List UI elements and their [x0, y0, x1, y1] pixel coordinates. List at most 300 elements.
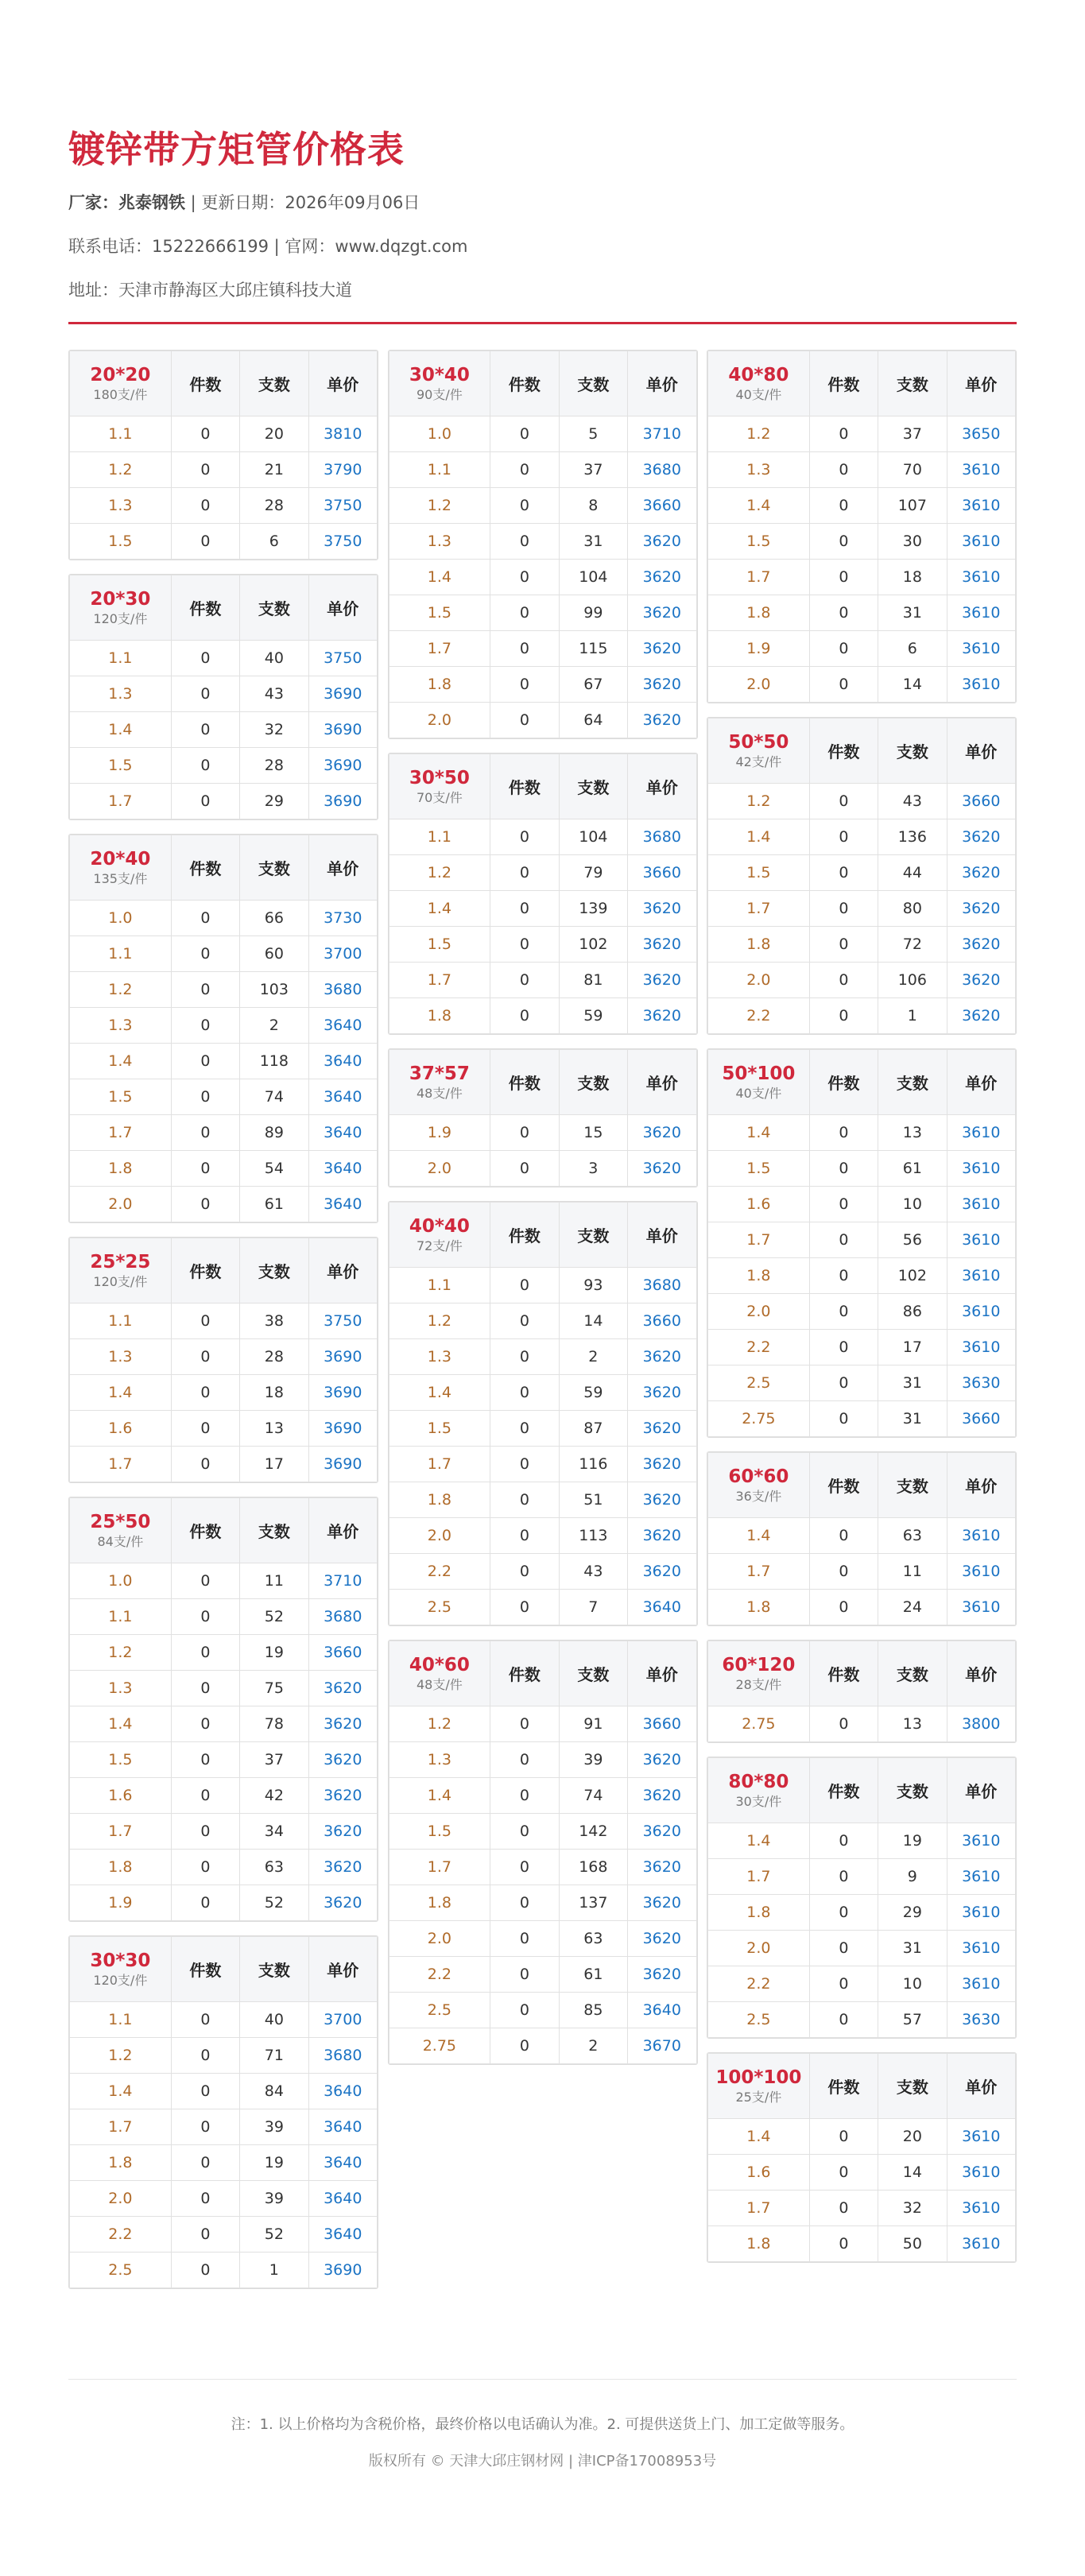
pieces-cell: 0 [490, 1375, 559, 1411]
spec-name: 30*50 [409, 767, 470, 788]
price-cell: 3610 [947, 1895, 1015, 1931]
thickness-cell: 1.5 [389, 927, 490, 963]
thickness-cell: 1.4 [708, 488, 810, 524]
spec-per-bundle: 180支/件 [93, 386, 148, 402]
table-row [70, 524, 378, 560]
count-cell: 20 [240, 416, 308, 452]
pieces-header: 件数 [171, 1937, 239, 2002]
thickness-cell: 1.4 [70, 2074, 172, 2109]
spec-header [70, 1498, 172, 1563]
price-cell: 3620 [308, 1706, 377, 1742]
price-cell: 3620 [628, 560, 696, 595]
price-table [707, 1049, 1016, 1437]
price-table [69, 1936, 378, 2288]
pieces-cell: 0 [490, 452, 559, 488]
price-cell: 3610 [947, 1115, 1015, 1151]
thickness-cell: 2.0 [389, 1921, 490, 1957]
thickness-cell: 1.5 [70, 1079, 172, 1115]
thickness-cell: 1.1 [70, 936, 172, 972]
table-row [389, 524, 696, 560]
pieces-cell: 0 [171, 2074, 239, 2109]
count-cell: 54 [240, 1151, 308, 1187]
count-cell: 5 [559, 416, 627, 452]
count-header: 支数 [878, 1641, 947, 1706]
table-row [70, 1375, 378, 1411]
price-cell: 3610 [947, 595, 1015, 631]
table-row [389, 452, 696, 488]
table-row [70, 2038, 378, 2074]
price-cell: 3700 [308, 2002, 377, 2038]
count-cell: 71 [240, 2038, 308, 2074]
price-cell: 3710 [308, 1563, 377, 1599]
spec-header [708, 1050, 810, 1115]
thickness-cell: 1.8 [708, 595, 810, 631]
table-row [708, 1365, 1016, 1401]
count-cell: 93 [559, 1268, 627, 1303]
price-cell: 3640 [308, 2181, 377, 2217]
count-cell: 102 [878, 1258, 947, 1294]
pieces-cell: 0 [171, 1706, 239, 1742]
pieces-cell: 0 [809, 927, 878, 963]
pieces-cell: 0 [171, 641, 239, 676]
count-cell: 52 [240, 1599, 308, 1635]
thickness-cell: 1.4 [70, 1044, 172, 1079]
table-row [70, 1778, 378, 1814]
count-cell: 43 [559, 1554, 627, 1590]
thickness-cell: 1.8 [70, 1151, 172, 1187]
thickness-cell: 1.7 [389, 631, 490, 667]
count-header: 支数 [240, 835, 308, 901]
spec-name: 50*100 [722, 1063, 796, 1084]
count-cell: 14 [878, 2155, 947, 2191]
thickness-cell: 1.6 [70, 1411, 172, 1447]
spec-per-bundle: 72支/件 [416, 1238, 463, 1253]
table-row [70, 416, 378, 452]
table-row [708, 1859, 1016, 1895]
pieces-cell: 0 [171, 901, 239, 936]
price-table [69, 1497, 378, 1921]
pieces-cell: 0 [809, 452, 878, 488]
table-row [708, 1401, 1016, 1437]
price-table [707, 2053, 1016, 2262]
pieces-cell: 0 [490, 927, 559, 963]
price-cell: 3610 [947, 560, 1015, 595]
table-row [389, 927, 696, 963]
thickness-cell: 2.5 [708, 2002, 810, 2038]
pieces-cell: 0 [490, 1850, 559, 1885]
price-cell: 3610 [947, 1518, 1015, 1554]
pieces-cell: 0 [171, 936, 239, 972]
pieces-cell: 0 [809, 560, 878, 595]
table-row [389, 1850, 696, 1885]
table-row [389, 488, 696, 524]
count-cell: 66 [240, 901, 308, 936]
pieces-cell: 0 [809, 855, 878, 891]
thickness-cell: 1.8 [70, 2145, 172, 2181]
count-cell: 78 [240, 1706, 308, 1742]
thickness-cell: 1.6 [70, 1778, 172, 1814]
count-cell: 32 [240, 712, 308, 748]
count-cell: 38 [240, 1303, 308, 1339]
count-cell: 84 [240, 2074, 308, 2109]
pieces-cell: 0 [171, 1187, 239, 1222]
table-row [708, 891, 1016, 927]
pieces-header: 件数 [490, 1203, 559, 1268]
count-header: 支数 [559, 754, 627, 819]
spec-name: 37*57 [409, 1063, 470, 1084]
thickness-cell: 1.8 [708, 1895, 810, 1931]
table-row [708, 1222, 1016, 1258]
pieces-cell: 0 [171, 1742, 239, 1778]
price-cell: 3620 [628, 1151, 696, 1187]
spec-name: 30*30 [90, 1950, 151, 1971]
spec-header [70, 1238, 172, 1303]
table-row [389, 1742, 696, 1778]
thickness-cell: 2.5 [708, 1365, 810, 1401]
count-cell: 20 [878, 2119, 947, 2155]
count-cell: 31 [878, 1365, 947, 1401]
thickness-cell: 1.5 [389, 595, 490, 631]
table-row [389, 1375, 696, 1411]
price-cell: 3640 [308, 1115, 377, 1151]
pieces-cell: 0 [490, 1447, 559, 1482]
spec-name: 60*120 [722, 1654, 796, 1675]
spec-name: 40*60 [409, 1654, 470, 1675]
price-cell: 3620 [628, 1850, 696, 1885]
table-row [70, 2074, 378, 2109]
pieces-cell: 0 [490, 560, 559, 595]
page-title: 镀锌带方矩管价格表 [68, 128, 405, 171]
table-row [70, 1447, 378, 1482]
spec-per-bundle: 30支/件 [735, 1793, 782, 1809]
table-header-row [389, 1050, 696, 1115]
price-column-2 [388, 350, 698, 2078]
pieces-header: 件数 [171, 1498, 239, 1563]
pieces-cell: 0 [490, 1590, 559, 1625]
table-row [708, 963, 1016, 998]
table-row [708, 1895, 1016, 1931]
pieces-cell: 0 [171, 748, 239, 784]
count-cell: 28 [240, 748, 308, 784]
table-row [70, 488, 378, 524]
price-cell: 3620 [628, 891, 696, 927]
spec-name: 20*20 [90, 364, 151, 385]
count-cell: 63 [878, 1518, 947, 1554]
count-cell: 28 [240, 488, 308, 524]
pieces-cell: 0 [490, 998, 559, 1034]
table-header-row [70, 1937, 378, 2002]
count-cell: 61 [240, 1187, 308, 1222]
table-header-row [70, 351, 378, 416]
thickness-cell: 1.7 [70, 1447, 172, 1482]
thickness-cell: 1.3 [389, 1742, 490, 1778]
table-header-row [708, 351, 1016, 416]
address-line: 地址：天津市静海区大邱庄镇科技大道 [68, 281, 352, 300]
count-cell: 60 [240, 936, 308, 972]
spec-name: 30*40 [409, 364, 470, 385]
pieces-cell: 0 [490, 1339, 559, 1375]
thickness-cell: 1.2 [708, 416, 810, 452]
price-table [707, 1757, 1016, 2038]
price-header: 单价 [947, 2054, 1015, 2119]
pieces-cell: 0 [809, 1895, 878, 1931]
thickness-cell: 1.4 [389, 1778, 490, 1814]
price-header: 单价 [947, 1641, 1015, 1706]
count-cell: 21 [240, 452, 308, 488]
thickness-cell: 2.75 [389, 2028, 490, 2064]
thickness-cell: 2.0 [70, 1187, 172, 1222]
thickness-cell: 2.5 [389, 1993, 490, 2028]
spec-name: 40*80 [728, 364, 789, 385]
count-cell: 37 [559, 452, 627, 488]
thickness-cell: 2.5 [389, 1590, 490, 1625]
thickness-cell: 2.2 [70, 2217, 172, 2253]
spec-name: 60*60 [728, 1466, 789, 1487]
price-cell: 3610 [947, 2191, 1015, 2226]
count-cell: 81 [559, 963, 627, 998]
table-header-row [708, 1641, 1016, 1706]
price-cell: 3660 [628, 488, 696, 524]
thickness-cell: 1.4 [708, 2119, 810, 2155]
count-cell: 40 [240, 2002, 308, 2038]
price-cell: 3660 [628, 1706, 696, 1742]
thickness-cell: 2.2 [708, 1330, 810, 1365]
count-cell: 52 [240, 2217, 308, 2253]
price-table-card [68, 1497, 378, 1922]
spec-header [70, 1937, 172, 2002]
thickness-cell: 1.4 [708, 1823, 810, 1859]
pieces-cell: 0 [171, 1411, 239, 1447]
count-cell: 13 [878, 1706, 947, 1742]
count-cell: 56 [878, 1222, 947, 1258]
count-cell: 19 [240, 2145, 308, 2181]
thickness-cell: 1.5 [70, 524, 172, 560]
count-cell: 6 [240, 524, 308, 560]
price-header: 单价 [628, 1050, 696, 1115]
thickness-cell: 1.9 [389, 1115, 490, 1151]
count-cell: 2 [240, 1008, 308, 1044]
count-header: 支数 [878, 719, 947, 784]
price-cell: 3660 [628, 1303, 696, 1339]
thickness-cell: 1.4 [708, 1518, 810, 1554]
price-cell: 3680 [628, 452, 696, 488]
price-cell: 3620 [628, 703, 696, 738]
spec-per-bundle: 120支/件 [93, 610, 148, 626]
price-cell: 3620 [947, 891, 1015, 927]
table-row [708, 1518, 1016, 1554]
thickness-cell: 1.7 [389, 963, 490, 998]
price-cell: 3620 [308, 1778, 377, 1814]
thickness-cell: 1.9 [708, 631, 810, 667]
price-cell: 3620 [308, 1814, 377, 1850]
footer-note: 注：1. 以上价格均为含税价格，最终价格以电话确认为准。2. 可提供送货上门、加工定做等服务。 [231, 2416, 854, 2433]
price-cell: 3680 [308, 2038, 377, 2074]
count-cell: 118 [240, 1044, 308, 1079]
pieces-cell: 0 [171, 1303, 239, 1339]
thickness-cell: 1.7 [708, 891, 810, 927]
pieces-header: 件数 [809, 1050, 878, 1115]
price-cell: 3620 [628, 1518, 696, 1554]
price-cell: 3810 [308, 416, 377, 452]
count-cell: 10 [878, 1187, 947, 1222]
price-header: 单价 [308, 1937, 377, 2002]
spec-header [708, 719, 810, 784]
table-row [708, 998, 1016, 1034]
price-cell: 3620 [628, 1742, 696, 1778]
price-table [389, 1202, 697, 1625]
pieces-cell: 0 [490, 416, 559, 452]
table-row [70, 1706, 378, 1742]
price-cell: 3620 [628, 667, 696, 703]
price-table [389, 1641, 697, 2064]
thickness-cell: 1.3 [70, 1008, 172, 1044]
table-row [708, 1823, 1016, 1859]
pieces-cell: 0 [809, 1222, 878, 1258]
price-table-card [68, 834, 378, 1223]
spec-per-bundle: 25支/件 [735, 2089, 782, 2105]
table-row [389, 1268, 696, 1303]
price-header: 单价 [628, 754, 696, 819]
table-row [389, 855, 696, 891]
price-cell: 3640 [308, 2074, 377, 2109]
table-row [70, 1563, 378, 1599]
spec-per-bundle: 28支/件 [735, 1676, 782, 1692]
table-row [389, 595, 696, 631]
pieces-cell: 0 [490, 1268, 559, 1303]
table-row [708, 1294, 1016, 1330]
spec-per-bundle: 48支/件 [416, 1676, 463, 1692]
count-cell: 11 [240, 1563, 308, 1599]
price-table [69, 1238, 378, 1482]
page-footer [68, 2379, 1017, 2472]
price-cell: 3640 [308, 1079, 377, 1115]
thickness-cell: 1.4 [70, 712, 172, 748]
pieces-cell: 0 [490, 1554, 559, 1590]
thickness-cell: 2.0 [70, 2181, 172, 2217]
count-cell: 87 [559, 1411, 627, 1447]
thickness-cell: 1.5 [70, 748, 172, 784]
count-cell: 44 [878, 855, 947, 891]
price-cell: 3620 [628, 1482, 696, 1518]
thickness-cell: 1.4 [389, 560, 490, 595]
table-row [708, 1554, 1016, 1590]
pieces-cell: 0 [490, 1885, 559, 1921]
price-cell: 3620 [628, 1411, 696, 1447]
pieces-cell: 0 [171, 1115, 239, 1151]
pieces-cell: 0 [171, 416, 239, 452]
contact-line: 联系电话：15222666199 | 官网：www.dqzgt.com [68, 237, 468, 256]
footer-copyright: 版权所有 © 天津大邱庄钢材网 | 津ICP备17008953号 [368, 2453, 717, 2469]
count-cell: 50 [878, 2226, 947, 2262]
pieces-cell: 0 [171, 524, 239, 560]
thickness-cell: 1.0 [389, 416, 490, 452]
count-cell: 24 [878, 1590, 947, 1625]
spec-name: 25*25 [90, 1251, 151, 1273]
thickness-cell: 1.4 [389, 1375, 490, 1411]
count-header: 支数 [878, 2054, 947, 2119]
thickness-cell: 1.3 [389, 1339, 490, 1375]
price-table [707, 718, 1016, 1034]
table-row [70, 2217, 378, 2253]
price-cell: 3610 [947, 1330, 1015, 1365]
table-row [70, 784, 378, 819]
table-row [708, 1115, 1016, 1151]
pieces-cell: 0 [171, 712, 239, 748]
table-header-row [70, 1498, 378, 1563]
count-cell: 13 [240, 1411, 308, 1447]
price-cell: 3620 [628, 1554, 696, 1590]
table-row [389, 1151, 696, 1187]
count-cell: 136 [878, 819, 947, 855]
pieces-cell: 0 [171, 2181, 239, 2217]
price-cell: 3610 [947, 1187, 1015, 1222]
price-header: 单价 [308, 351, 377, 416]
pieces-cell: 0 [809, 2226, 878, 2262]
thickness-cell: 1.6 [708, 1187, 810, 1222]
spec-header [70, 835, 172, 901]
spec-per-bundle: 48支/件 [416, 1085, 463, 1101]
price-cell: 3750 [308, 488, 377, 524]
price-cell: 3620 [947, 998, 1015, 1034]
price-cell: 3680 [308, 1599, 377, 1635]
thickness-cell: 1.7 [708, 1859, 810, 1895]
thickness-cell: 1.3 [389, 524, 490, 560]
count-cell: 14 [559, 1303, 627, 1339]
count-cell: 86 [878, 1294, 947, 1330]
price-cell: 3620 [628, 1957, 696, 1993]
pieces-header: 件数 [809, 351, 878, 416]
table-row [70, 676, 378, 712]
price-table-card [707, 717, 1017, 1035]
table-row [708, 560, 1016, 595]
update-date: | 更新日期：2026年09月06日 [185, 193, 420, 212]
spec-per-bundle: 42支/件 [735, 753, 782, 769]
price-cell: 3620 [628, 1447, 696, 1482]
price-cell: 3670 [628, 2028, 696, 2064]
thickness-cell: 2.5 [70, 2253, 172, 2288]
count-cell: 17 [878, 1330, 947, 1365]
thickness-cell: 1.2 [70, 452, 172, 488]
price-cell: 3620 [308, 1671, 377, 1706]
count-cell: 32 [878, 2191, 947, 2226]
spec-header [389, 1050, 490, 1115]
thickness-cell: 1.2 [70, 972, 172, 1008]
pieces-cell: 0 [171, 1008, 239, 1044]
pieces-cell: 0 [809, 784, 878, 819]
price-cell: 3680 [628, 819, 696, 855]
pieces-cell: 0 [809, 2002, 878, 2038]
table-row [389, 1447, 696, 1482]
spec-per-bundle: 120支/件 [93, 1273, 148, 1289]
table-row [70, 1599, 378, 1635]
count-cell: 113 [559, 1518, 627, 1554]
price-table-card [388, 1048, 698, 1187]
price-cell: 3610 [947, 1859, 1015, 1895]
count-cell: 6 [878, 631, 947, 667]
table-row [708, 1931, 1016, 1966]
price-table [69, 575, 378, 819]
thickness-cell: 1.5 [70, 1742, 172, 1778]
thickness-cell: 1.2 [708, 784, 810, 819]
count-header: 支数 [559, 1203, 627, 1268]
thickness-cell: 1.2 [70, 2038, 172, 2074]
thickness-cell: 1.5 [708, 855, 810, 891]
table-row [70, 1115, 378, 1151]
price-cell: 3660 [947, 1401, 1015, 1437]
count-cell: 2 [559, 1339, 627, 1375]
thickness-cell: 1.5 [708, 524, 810, 560]
price-cell: 3800 [947, 1706, 1015, 1742]
